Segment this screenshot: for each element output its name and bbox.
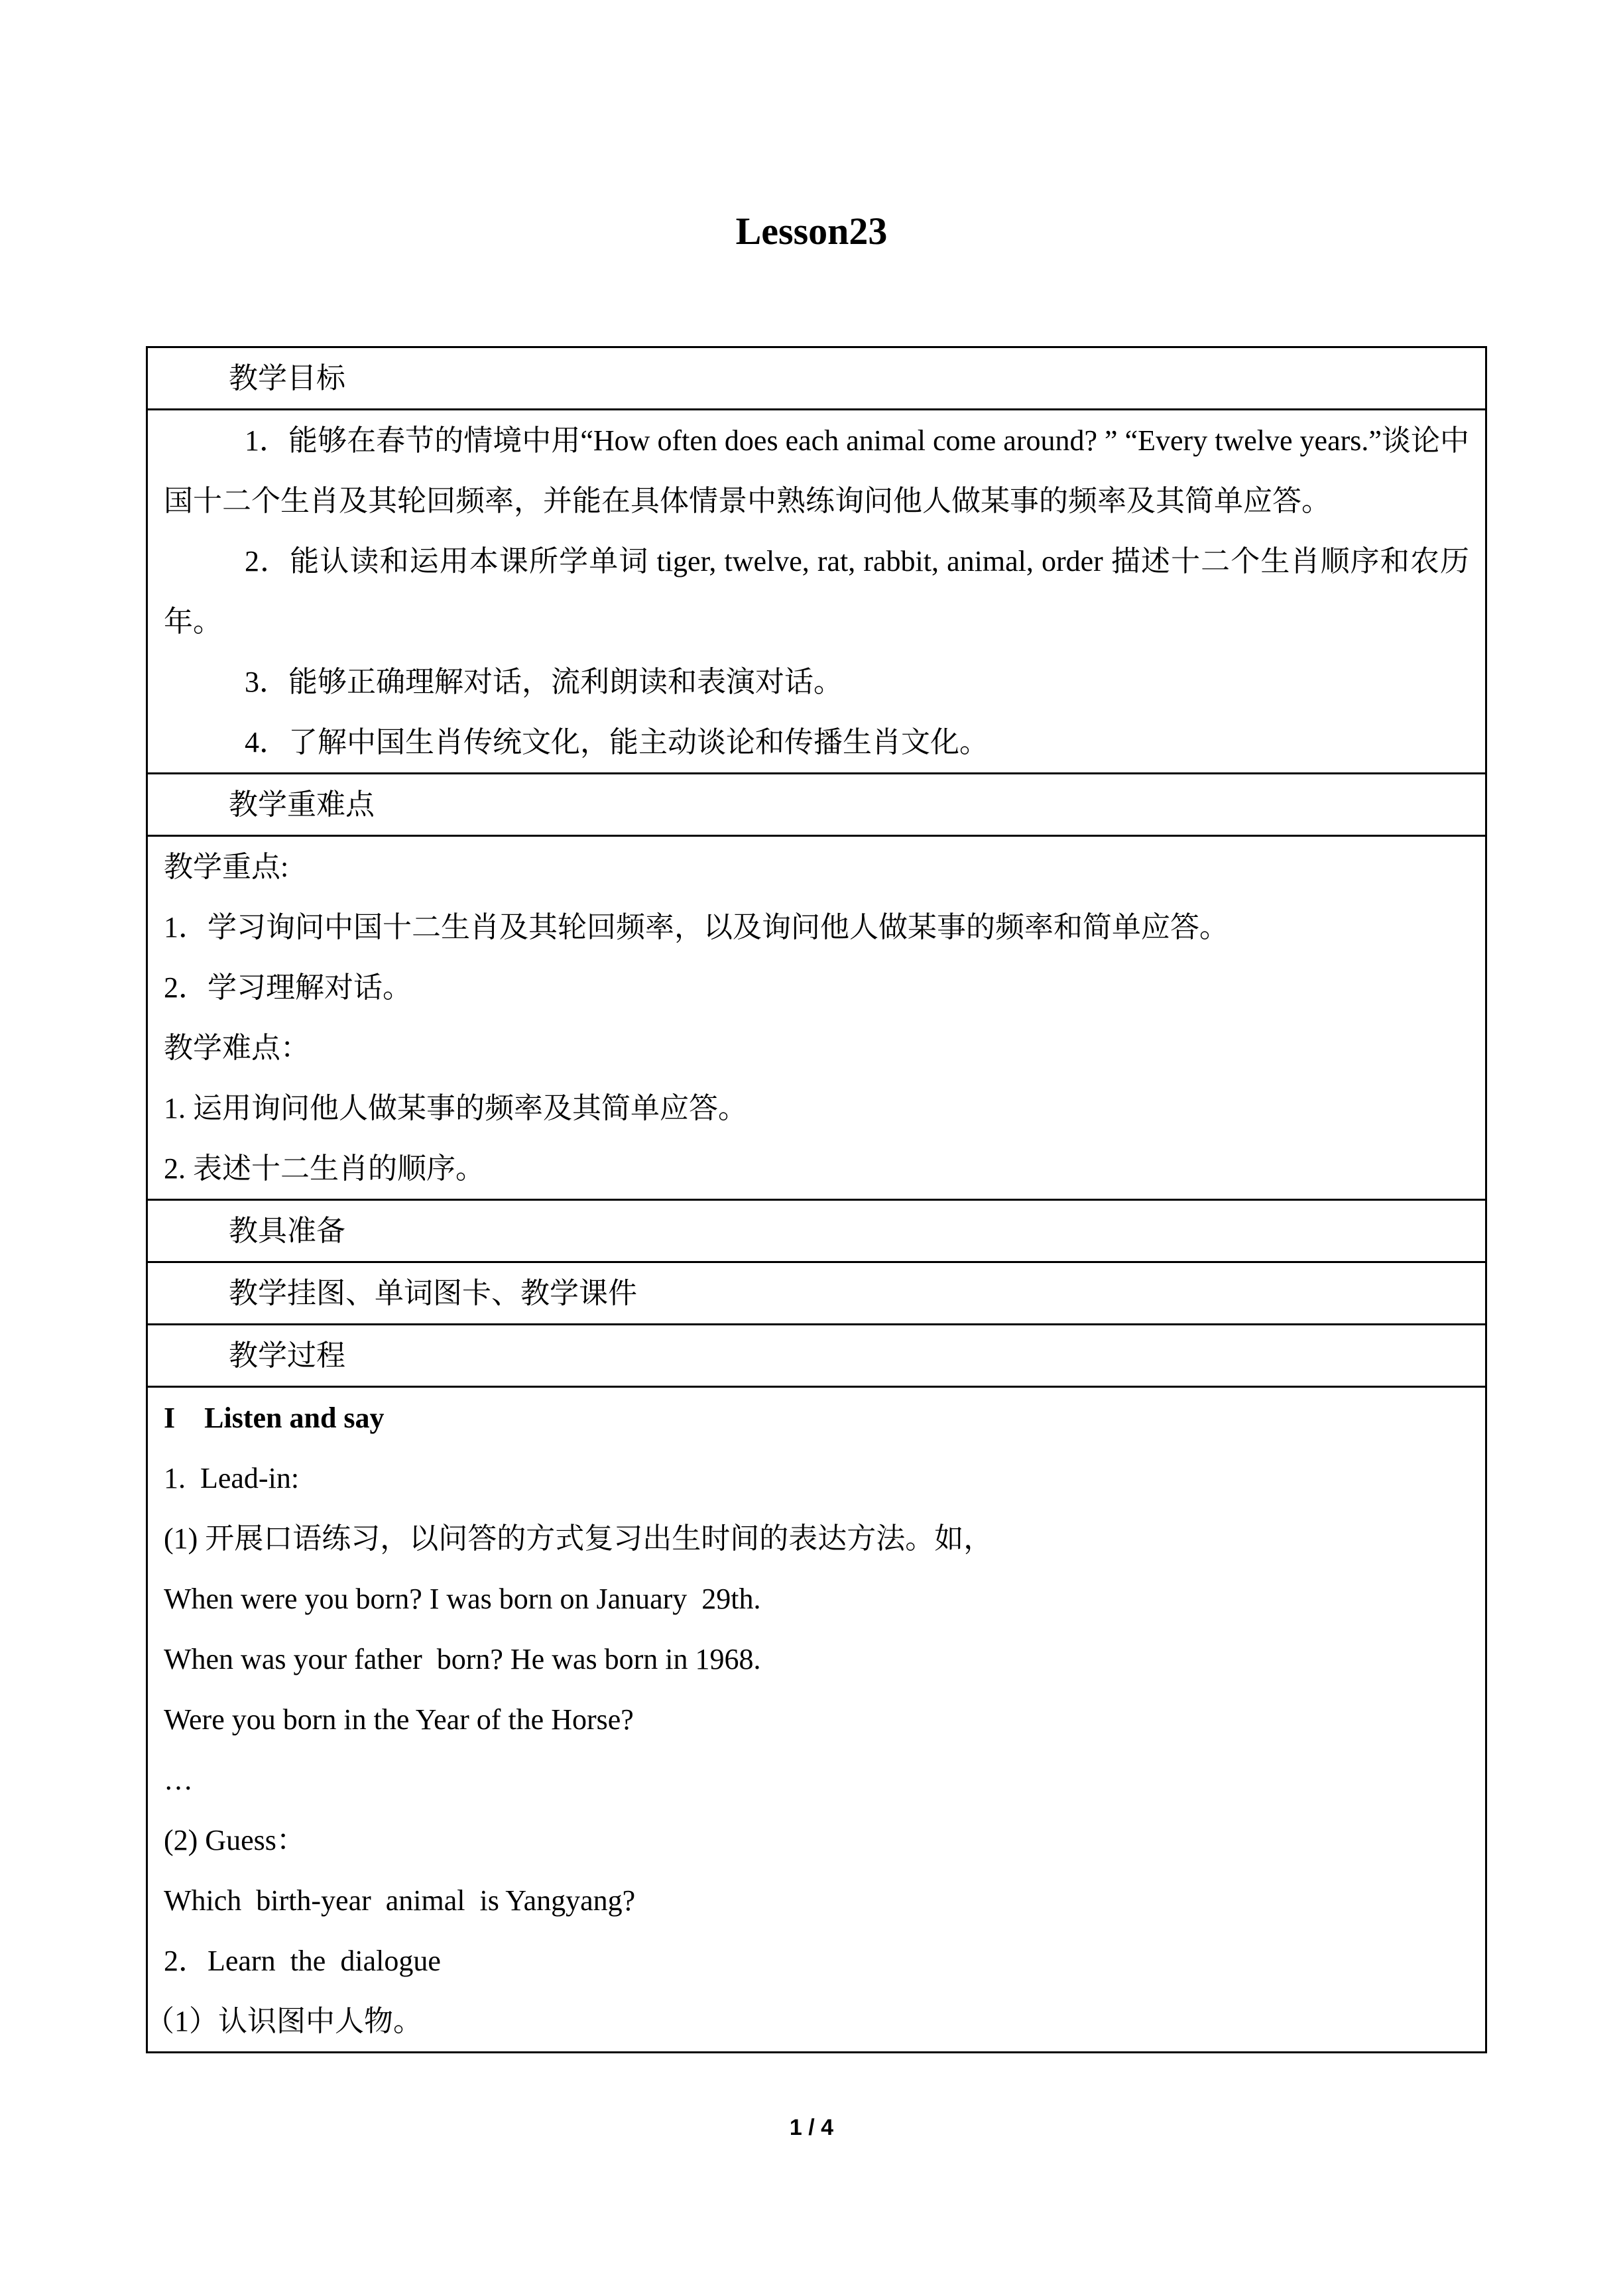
page-title: Lesson23 <box>735 210 888 253</box>
difficult-point-item: 2. 表述十二生肖的顺序。 <box>164 1152 485 1185</box>
key-points-row <box>147 836 1486 1200</box>
objective-item: 2．能认读和运用本课所学单词 tiger, twelve, rat, rabbit, animal, order 描述十二个生肖顺序和农历年。 <box>164 545 1469 638</box>
difficult-point-item: 1. 运用询问他人做某事的频率及其简单应答。 <box>164 1092 747 1124</box>
key-points-header: 教学重难点 <box>147 774 1486 836</box>
process-line: （1）认识图中人物。 <box>145 2005 422 2037</box>
process-line: (2) Guess： <box>164 1824 306 1856</box>
difficult-points-label: 教学难点： <box>164 1032 310 1064</box>
objective-item: 1．能够在春节的情境中用“How often does each animal come around? ” “Every twelve years.”谈论中国十二个生肖及其轮回频率，并能在具体情景中熟练询问他人做某事的频率及其简单应答。 <box>164 424 1469 517</box>
objective-item: 4．了解中国生肖传统文化，能主动谈论和传播生肖文化。 <box>245 726 989 758</box>
materials-header-row <box>147 1200 1486 1262</box>
key-points-header-row <box>147 774 1486 836</box>
process-line: (1) 开展口语练习，以问答的方式复习出生时间的表达方法。如， <box>164 1522 993 1555</box>
objectives-row <box>147 410 1486 774</box>
process-row <box>147 1387 1486 2053</box>
objective-item: 3．能够正确理解对话，流利朗读和表演对话。 <box>245 666 843 698</box>
process-part-title: I Listen and say <box>164 1402 385 1434</box>
process-header-row <box>147 1325 1486 1387</box>
page-number: 1 / 4 <box>789 2115 834 2140</box>
process-line: Which birth-year animal is Yangyang? <box>164 1884 636 1917</box>
lesson-plan-table <box>146 346 1487 2053</box>
key-point-item: 1．学习询问中国十二生肖及其轮回频率，以及询问他人做某事的频率和简单应答。 <box>164 911 1229 943</box>
materials-header: 教具准备 <box>147 1200 1486 1262</box>
objectives-header-row <box>147 347 1486 410</box>
key-points-label: 教学重点: <box>164 851 289 883</box>
objectives-header: 教学目标 <box>147 347 1486 410</box>
process-line: 2．Learn the dialogue <box>164 1945 441 1977</box>
key-points-cell <box>147 836 1486 1200</box>
process-header: 教学过程 <box>147 1325 1486 1387</box>
process-line: When were you born? I was born on January 29th. <box>164 1583 761 1615</box>
process-line: Were you born in the Year of the Horse? <box>164 1703 634 1736</box>
process-line: When was your father born? He was born in 1968. <box>164 1643 761 1675</box>
process-line: … <box>164 1764 193 1796</box>
materials-row <box>147 1262 1486 1325</box>
process-cell <box>147 1387 1486 2053</box>
materials-text: 教学挂图、单词图卡、教学课件 <box>147 1262 1486 1325</box>
process-line: 1. Lead-in: <box>164 1462 300 1494</box>
objectives-cell <box>147 410 1486 774</box>
key-point-item: 2．学习理解对话。 <box>164 971 412 1004</box>
